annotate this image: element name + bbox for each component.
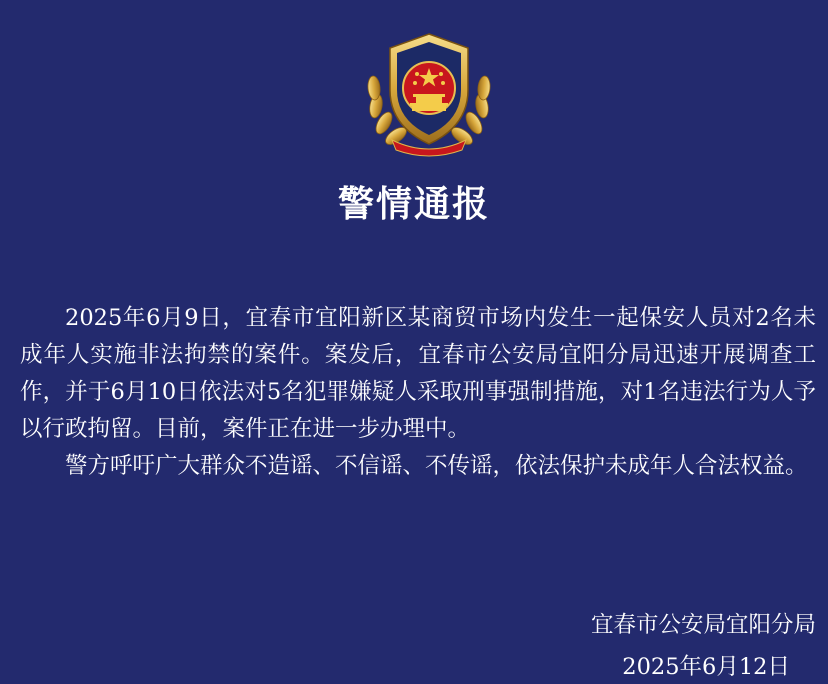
issuer-signature: 宜春市公安局宜阳分局: [590, 612, 816, 638]
notice-paragraph-2: 警方呼吁广大群众不造谣、不信谣、不传谣，依法保护未成年人合法权益。: [65, 453, 808, 479]
page-title: 警情通报: [337, 184, 490, 225]
issue-date: 2025年6月12日: [622, 654, 790, 680]
notice-paragraph-1: 2025年6月9日，宜春市宜阳新区某商贸市场内发生一起保安人员对2名未成年人实施非法拘禁的案件。案发后，宜春市公安局宜阳分局迅速开展调查工作，并于6月10日依法对5名犯罪嫌疑人采取刑事强制措施，对1名违法行为人予以行政拘留。目前，案件正在进一步办理中。: [20, 305, 816, 442]
police-badge-icon: [362, 28, 496, 158]
notice-body: [20, 300, 816, 485]
